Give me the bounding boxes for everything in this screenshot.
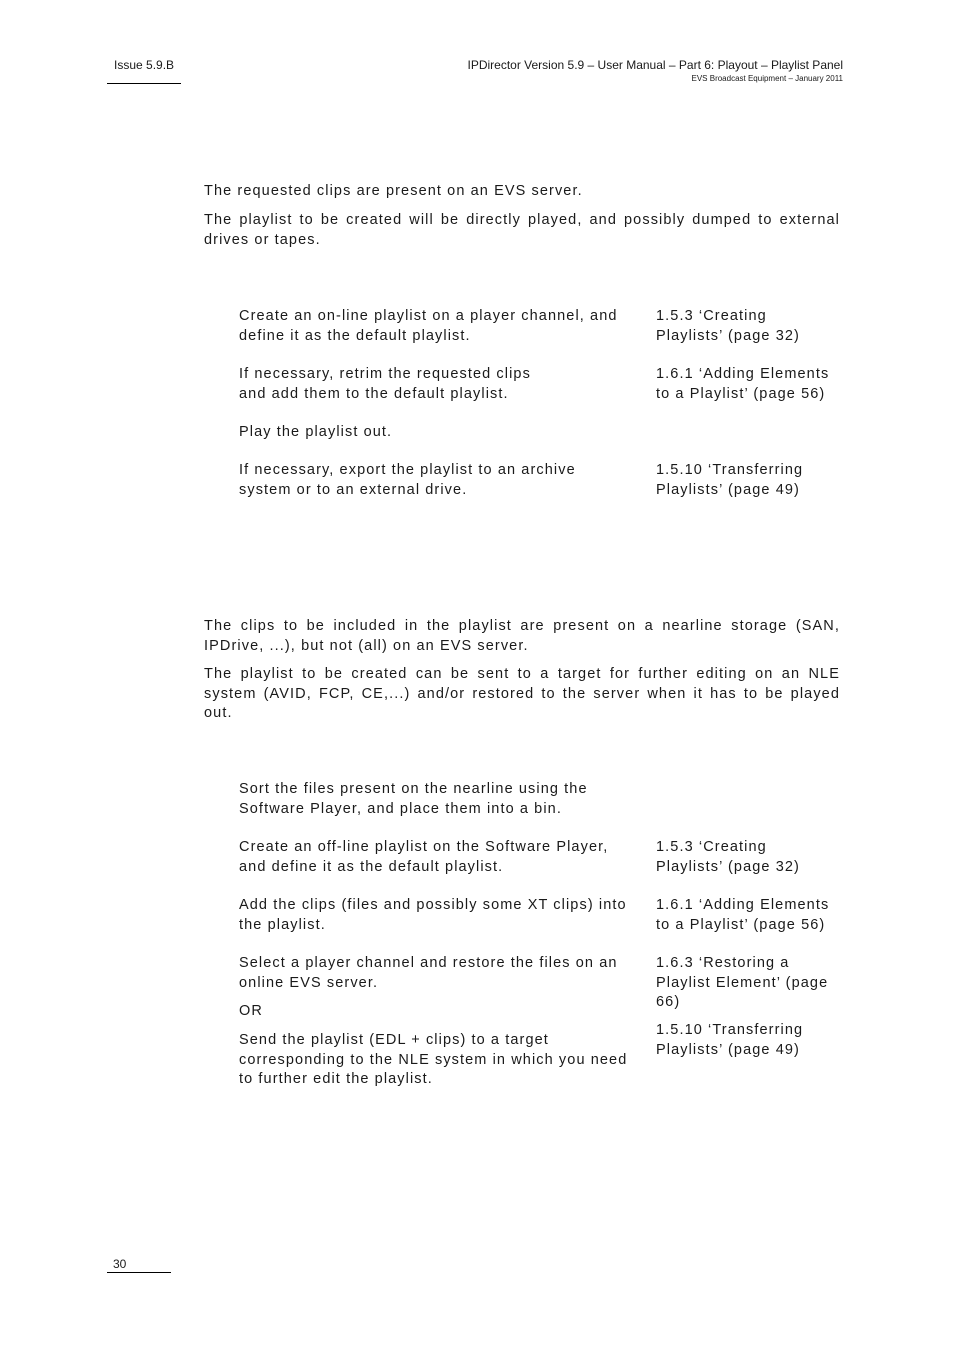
page-number: 30 [113,1257,127,1271]
section1-step1: Create an on-line playlist on a player channel, and define it as the default playlist. [239,308,618,344]
footer-rule [107,1272,171,1273]
section2-para1: The clips to be included in the playlist are present on a nearline storage (SAN, IPDrive, ...), but not (all) on an EVS server. [204,618,840,654]
section2-step5: Send the playlist (EDL + clips) to a target corresponding to the NLE system in which you need to further edit the playlist. [239,1032,628,1087]
section1-ref4: 1.5.10 ‘Transferring Playlists’ (page 49) [656,462,804,498]
section1-ref2: 1.6.1 ‘Adding Elements to a Playlist’ (page 56) [656,366,830,402]
section1-step4: If necessary, export the playlist to an archive system or to an external drive. [239,462,576,498]
section2-ref5: 1.5.10 ‘Transferring Playlists’ (page 49) [656,1022,804,1058]
section2-step4: Select a player channel and restore the files on an online EVS server. [239,955,618,991]
section1-ref1: 1.5.3 ‘Creating Playlists’ (page 32) [656,308,800,344]
section2-ref4: 1.6.3 ‘Restoring a Playlist Element’ (page 66) [656,955,829,1010]
document-subtitle: EVS Broadcast Equipment – January 2011 [691,74,843,83]
document-title: IPDirector Version 5.9 – User Manual – Part 6: Playout – Playlist Panel [467,58,843,72]
section2-step2: Create an off-line playlist on the Software Player, and define it as the default playlist. [239,839,609,875]
issue-label: Issue 5.9.B [114,58,175,72]
section1-step3: Play the playlist out. [239,424,393,440]
section2-ref2: 1.5.3 ‘Creating Playlists’ (page 32) [656,839,800,875]
section1-para2: The playlist to be created will be directly played, and possibly dumped to external drives or tapes. [204,212,840,248]
section2-step1: Sort the files present on the nearline using the Software Player, and place them into a bin. [239,781,588,817]
section2-ref3: 1.6.1 ‘Adding Elements to a Playlist’ (page 56) [656,897,830,933]
section2-step3: Add the clips (files and possibly some XT clips) into the playlist. [239,897,627,933]
section2-or-label: OR [239,1003,263,1019]
section2-para2: The playlist to be created can be sent to a target for further editing on an NLE system (AVID, FCP, CE,...) and/or restored to the server when it has to be played out. [204,666,840,721]
section1-step2: If necessary, retrim the requested clips and add them to the default playlist. [239,366,531,402]
header-rule [107,83,181,84]
section1-para1: The requested clips are present on an EVS server. [204,183,583,199]
